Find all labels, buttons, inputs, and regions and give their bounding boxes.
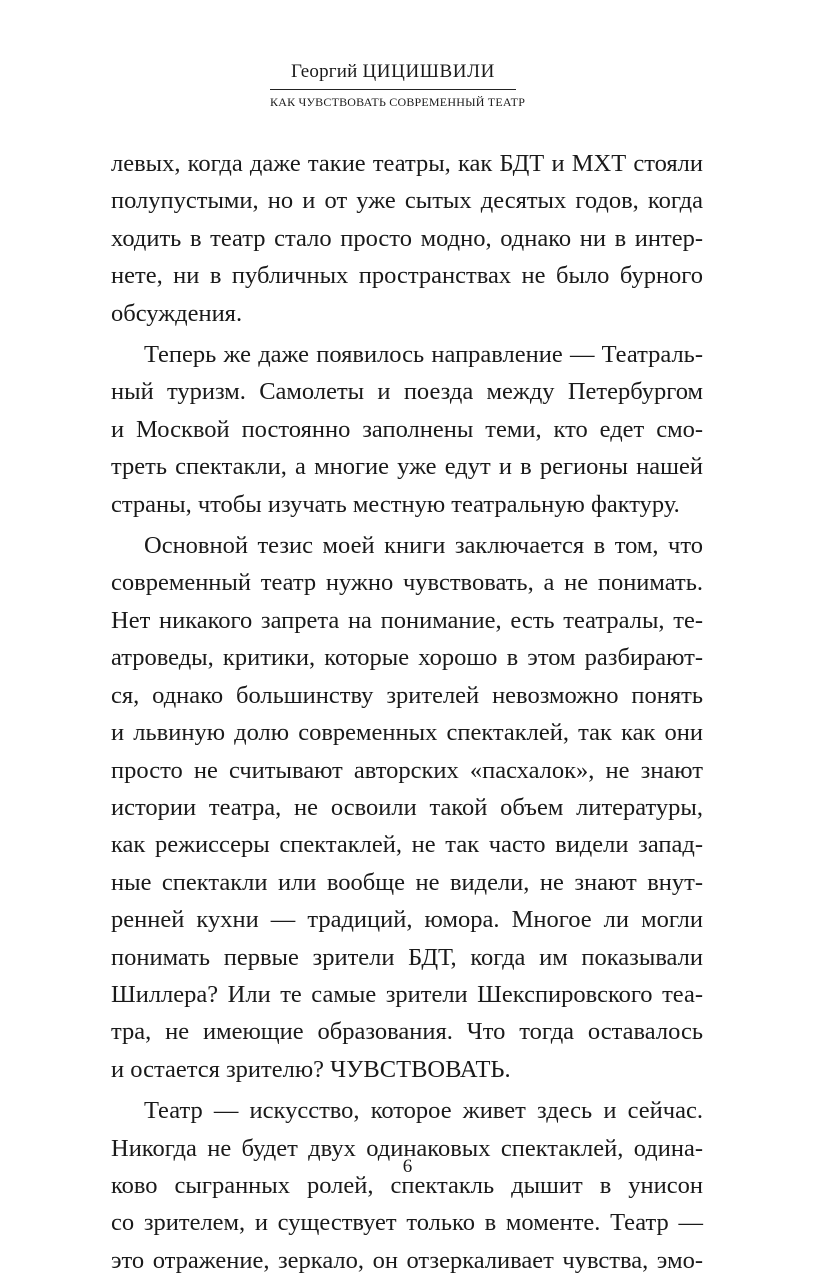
author-first-name: Георгий (291, 61, 358, 82)
text-line: атроведы, критики, которые хорошо в этом разбирают- (111, 644, 703, 672)
page-body (111, 145, 703, 1283)
text-line: ходить в театр стало просто модно, однако ни в интер- (111, 224, 703, 252)
text-line: полупустыми, но и от уже сытых десятых годов, когда (111, 187, 703, 215)
paragraph-4 (111, 1092, 703, 1279)
paragraph-1 (111, 145, 703, 332)
text-line: и львиную долю современных спектаклей, так как они (111, 719, 703, 747)
text-line: ный туризм. Самолеты и поезда между Петербургом (111, 378, 703, 406)
text-line: левых, когда даже такие театры, как БДТ и МХТ стояли (111, 150, 703, 177)
text-line: это отражение, зеркало, он отзеркаливает чувства, эмо- (111, 1246, 703, 1274)
text-line: истории театра, не освоили такой объем литературы, (111, 793, 703, 821)
text-line: просто не считывают авторских «пасхалок», не знают (111, 756, 703, 784)
text-line: обсуждения. (111, 299, 243, 327)
paragraph-3 (111, 527, 703, 1088)
text-line: ся, однако большинству зрителей невозможно понять (111, 681, 703, 709)
text-line: страны, чтобы изучать местную театральную фактуру. (111, 490, 680, 518)
text-line: ные спектакли или вообще не видели, не знают внут- (111, 868, 703, 896)
text-line: Нет никакого запрета на понимание, есть театралы, те- (111, 606, 703, 634)
header-book-title: КАК ЧУВСТВОВАТЬ СОВРЕМЕННЫЙ ТЕАТР (270, 95, 526, 109)
text-line: и Москвой постоянно заполнены теми, кто едет смо- (111, 415, 703, 443)
text-line: Основной тезис моей книги заключается в том, что (144, 532, 703, 560)
header-author (270, 60, 516, 90)
text-line: ренней кухни — традиций, юмора. Многое ли могли (111, 906, 703, 934)
running-header (270, 60, 526, 110)
text-line: ково сыгранных ролей, спектакль дышит в унисон (111, 1171, 703, 1199)
text-line: со зрителем, и существует только в моменте. Театр — (111, 1209, 703, 1237)
text-line: Театр — искусство, которое живет здесь и сейчас. (144, 1097, 703, 1125)
text-line: современный театр нужно чувствовать, а не понимать. (111, 569, 703, 597)
text-line: Никогда не будет двух одинаковых спектаклей, одина- (111, 1134, 703, 1162)
text-line: Теперь же даже появилось направление — Театраль- (144, 341, 703, 369)
author-last-name: ЦИЦИШВИЛИ (362, 61, 495, 82)
text-line: понимать первые зрители БДТ, когда им показывали (111, 943, 703, 971)
text-line: как режиссеры спектаклей, не так часто видели запад- (111, 831, 703, 859)
text-line: Шиллера? Или те самые зрители Шекспировского теа- (111, 980, 703, 1008)
text-line: нете, ни в публичных пространствах не было бурного (111, 262, 703, 290)
text-line: треть спектакли, а многие уже едут и в регионы нашей (111, 453, 703, 481)
text-line: и остается зрителю? ЧУВСТВОВАТЬ. (111, 1055, 511, 1083)
page-number: 6 (402, 1156, 413, 1177)
text-line: тра, не имеющие образования. Что тогда оставалось (111, 1018, 703, 1046)
paragraph-2 (111, 336, 703, 523)
